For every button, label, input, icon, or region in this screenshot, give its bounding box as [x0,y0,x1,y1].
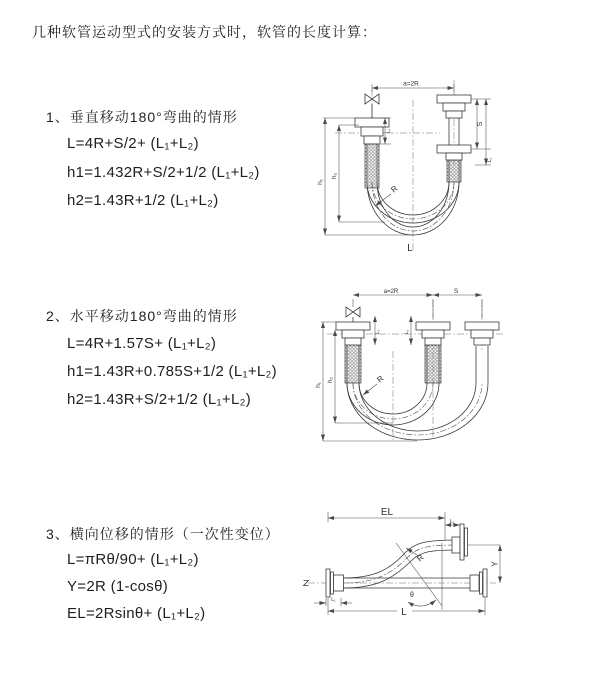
diagram-lateral-displacement [300,498,520,648]
dim-label-h2: h₂ [327,376,334,384]
section-1-formula-h1: h1=1.432R+S/2+1/2 (L₁+L₂) [67,164,260,181]
right-fitting-lower [437,145,471,160]
braided-section-left [345,345,361,383]
dim-label-y: Y [490,561,500,567]
dim-label-l1: L₁ [385,128,392,134]
centerlines [335,80,454,250]
dim-label-theta: θ [410,592,414,599]
upper-right-flange [452,524,468,560]
l2-dimension [445,519,460,525]
section-2-heading: 2、水平移动180°弯曲的情形 [46,308,238,324]
dim-label-r: R [375,373,386,385]
right-fitting [465,322,499,345]
radius-callout [363,374,386,395]
l-dimension [328,598,485,618]
dim-label-s: S [453,288,459,295]
section-1-heading: 1、垂直移动180°弯曲的情形 [46,109,238,125]
dim-label-l: L [407,243,413,254]
valve-icon [365,94,379,118]
section-1-formula-h2: h2=1.43R+1/2 (L₁+L₂) [67,192,219,209]
dim-label-h2: h₂ [331,172,338,180]
dim-label-h1: h₁ [315,382,322,388]
braided-section-left [365,144,379,188]
valve-icon [346,307,360,322]
section-3-formula-Y: Y=2R (1-cosθ) [67,578,169,595]
right-fitting-upper [437,95,471,118]
page-title: 几种软管运动型式的安装方式时，软管的长度计算： [32,24,377,40]
section-2-formula-h1: h1=1.43R+0.785S+1/2 (L₁+L₂) [67,363,277,380]
section-2-formula-L: L=4R+1.57S+ (L₁+L₂) [67,335,217,352]
dim-label-l2: L₂ [404,329,410,335]
section-3-formula-EL: EL=2Rsinθ+ (L₁+L₂) [67,605,206,622]
dim-label-l2: L₂ [487,157,493,163]
el-dimension [328,507,445,540]
left-flange [326,569,344,597]
dim-label-el: EL [380,507,394,518]
dim-label-l1: L₁ [375,329,381,335]
section-1-formula-L: L=4R+S/2+ (L₁+L₂) [67,135,199,152]
dim-label-r: R [415,552,426,564]
dim-label-l1: L₁ [331,597,336,603]
section-3-heading: 3、横向位移的情形（一次性变位） [46,526,280,542]
s-dimension [471,99,493,165]
braided-section-right [447,160,461,182]
section-3-formula-L: L=πRθ/90+ (L₁+L₂) [67,551,199,568]
left-fitting [336,322,370,345]
braided-section-middle [425,345,441,383]
dim-label-l2: L₂ [449,519,455,525]
dim-label-a2r: a=2R [383,289,399,295]
dim-label-l: L [401,607,407,618]
l1-dimension [375,316,381,345]
top-dimension [372,81,454,94]
hose-displaced [343,540,460,588]
dim-label-h1: h₁ [317,179,324,185]
right-flange [470,569,487,597]
left-fitting [355,118,389,144]
top-dimension [353,288,482,318]
l1-dimension [314,597,352,606]
dim-label-s: S [477,121,484,127]
l2-dimension [404,316,411,345]
section-2-formula-h2: h2=1.43R+S/2+1/2 (L₁+L₂) [67,391,252,408]
diagram-horizontal-180 [313,288,588,463]
dim-label-a2r: a=2R [403,80,419,88]
dim-label-r: R [389,183,400,195]
diagram-vertical-180 [315,70,587,262]
middle-fitting [416,322,450,345]
